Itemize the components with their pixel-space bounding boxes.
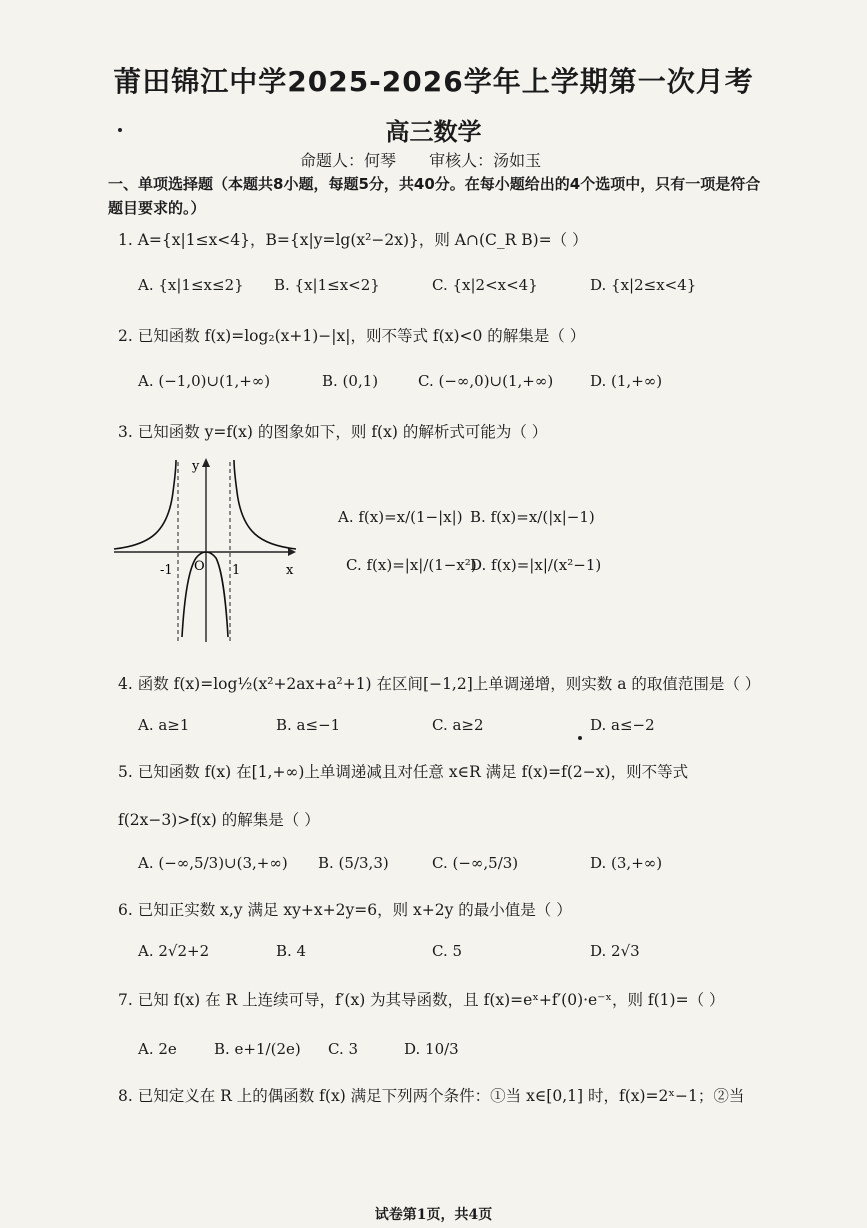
question-6-option-c: C. 5 bbox=[432, 942, 463, 960]
graph-one-label: 1 bbox=[232, 563, 241, 578]
page-footer: 试卷第1页，共4页 bbox=[374, 1207, 493, 1223]
question-7-stem: 7. 已知 f(x) 在 R 上连续可导，f′(x) 为其导函数，且 f(x)=eˣ+f′(0)·e⁻ˣ，则 f(1)=（ ） bbox=[118, 991, 725, 1009]
graph-branch-left bbox=[114, 460, 176, 549]
question-4-stem: 4. 函数 f(x)=log½(x²+2ax+a²+1) 在区间[−1,2]上单调递增，则实数 a 的取值范围是（ ） bbox=[118, 675, 761, 693]
graph-origin-label: O bbox=[194, 559, 205, 574]
question-1-option-b: B. {x|1≤x<2} bbox=[274, 276, 380, 294]
question-2-option-d: D. (1,+∞) bbox=[590, 372, 663, 390]
question-6-option-a: A. 2√2+2 bbox=[138, 942, 210, 960]
section-heading: 一、单项选择题（本题共8小题，每题5分，共40分。在每小题给出的4个选项中，只有一项是符合题目要求的。） bbox=[108, 175, 761, 217]
question-4-option-c: C. a≥2 bbox=[432, 716, 484, 734]
question-5-stem: 5. 已知函数 f(x) 在[1,+∞)上单调递减且对任意 x∈R 满足 f(x)=f(2−x)，则不等式 bbox=[118, 763, 689, 781]
question-7-option-a: A. 2e bbox=[138, 1040, 177, 1058]
question-3-stem: 3. 已知函数 y=f(x) 的图象如下，则 f(x) 的解析式可能为（ ） bbox=[118, 423, 548, 441]
author-label: 命题人：何琴 bbox=[300, 151, 397, 170]
graph-y-label: y bbox=[192, 459, 200, 474]
question-2-option-a: A. (−1,0)∪(1,+∞) bbox=[138, 372, 271, 390]
question-4-option-a: A. a≥1 bbox=[138, 716, 190, 734]
question-7-option-d: D. 10/3 bbox=[404, 1040, 459, 1058]
question-3-graph bbox=[110, 452, 300, 647]
question-1-stem: 1. A={x|1≤x<4}，B={x|y=lg(x²−2x)}，则 A∩(C_R B)=（ ） bbox=[118, 231, 588, 249]
question-7-option-b: B. e+1/(2e) bbox=[214, 1040, 301, 1058]
question-6-option-b: B. 4 bbox=[276, 942, 307, 960]
graph-neg-one-label: -1 bbox=[160, 563, 173, 578]
reviewer-label: 审核人：汤如玉 bbox=[429, 151, 542, 170]
exam-subject: 高三数学 bbox=[385, 118, 482, 146]
exam-title: 莆田锦江中学2025-2026学年上学期第一次月考 bbox=[113, 65, 754, 98]
question-1-option-a: A. {x|1≤x≤2} bbox=[138, 276, 244, 294]
question-4-option-d: D. a≤−2 bbox=[590, 716, 655, 734]
question-5-option-c: C. (−∞,5/3) bbox=[432, 854, 519, 872]
question-3-option-a: A. f(x)=x/(1−|x|) bbox=[338, 508, 463, 526]
graph-branch-middle bbox=[182, 552, 228, 637]
question-1-option-d: D. {x|2≤x<4} bbox=[590, 276, 697, 294]
scan-speck bbox=[578, 736, 582, 740]
y-axis-arrow-icon bbox=[202, 458, 210, 467]
question-3-option-c: C. f(x)=|x|/(1−x²) bbox=[346, 556, 477, 574]
question-6-stem: 6. 已知正实数 x,y 满足 xy+x+2y=6，则 x+2y 的最小值是（ ） bbox=[118, 901, 572, 919]
question-7-option-c: C. 3 bbox=[328, 1040, 359, 1058]
authors-line bbox=[300, 148, 541, 171]
question-6-option-d: D. 2√3 bbox=[590, 942, 640, 960]
question-3-option-b: B. f(x)=x/(|x|−1) bbox=[470, 508, 595, 526]
graph-branch-right bbox=[234, 460, 296, 549]
question-1-option-c: C. {x|2<x<4} bbox=[432, 276, 538, 294]
question-2-stem: 2. 已知函数 f(x)=log₂(x+1)−|x|，则不等式 f(x)<0 的解集是（ ） bbox=[118, 327, 586, 345]
question-8-stem: 8. 已知定义在 R 上的偶函数 f(x) 满足下列两个条件：①当 x∈[0,1] 时，f(x)=2ˣ−1；②当 bbox=[118, 1087, 745, 1105]
question-5-option-b: B. (5/3,3) bbox=[318, 854, 389, 872]
question-4-option-b: B. a≤−1 bbox=[276, 716, 341, 734]
question-2-option-c: C. (−∞,0)∪(1,+∞) bbox=[418, 372, 554, 390]
question-3-option-d: D. f(x)=|x|/(x²−1) bbox=[470, 556, 602, 574]
question-5-option-a: A. (−∞,5/3)∪(3,+∞) bbox=[138, 854, 288, 872]
scan-speck bbox=[118, 128, 122, 132]
question-5-option-d: D. (3,+∞) bbox=[590, 854, 663, 872]
graph-x-label: x bbox=[286, 563, 294, 578]
question-5-stem-continued: f(2x−3)>f(x) 的解集是（ ） bbox=[118, 811, 320, 829]
question-2-option-b: B. (0,1) bbox=[322, 372, 379, 390]
